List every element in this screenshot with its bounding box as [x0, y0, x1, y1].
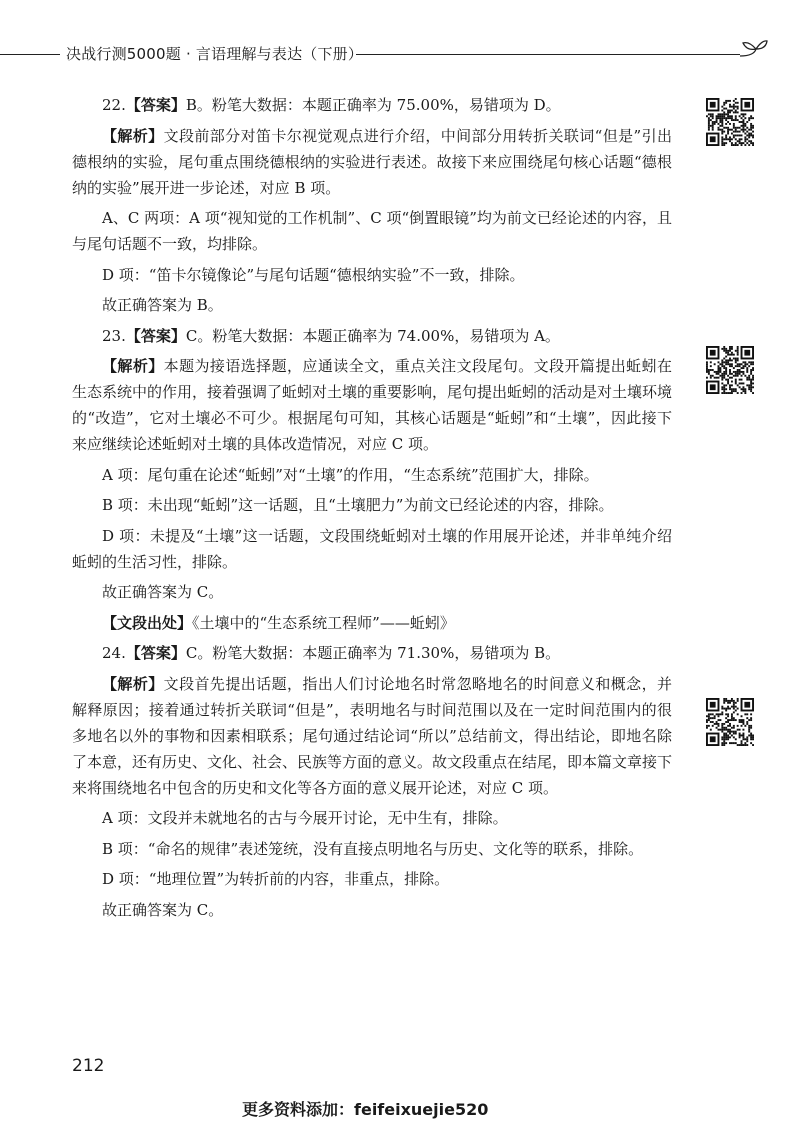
page-number: 212: [72, 1056, 105, 1076]
source-23: 【文段出处】《土壤中的“生态系统工程师”——蚯蚓》: [102, 613, 455, 632]
header-rule-right: [356, 54, 740, 55]
footer-note: 更多资料添加：feifeixuejie520: [242, 1100, 489, 1119]
leaf-sprout-icon: [738, 38, 768, 64]
qr-code-24[interactable]: [706, 698, 754, 746]
analysis-24: 【解析】文段首先提出话题，指出人们讨论地名时常忽略地名的时间意义和概念，并解释原因；接着通过转折关联词“但是”，表明地名与时间范围以及在一定时间范围内的很多地名以外的事物和因素相联系；尾句通过结论词“所以”总结前文，得出结论，即地名除了本意，还有历史、文化、社会、民族等方面的意义。故文段重点在结尾，即本篇文章接下来将围绕地名中包含的历史和文化等各方面的意义展开论述，对应 C 项。: [72, 674, 673, 797]
option-a-23: A 项：尾句重在论述“蚯蚓”对“土壤”的作用，“生态系统”范围扩大，排除。: [102, 465, 599, 484]
answer-24: 24.【答案】C。粉笔大数据：本题正确率为 71.30%，易错项为 B。: [102, 644, 561, 662]
option-d-24: D 项：“地理位置”为转折前的内容，非重点，排除。: [102, 870, 450, 888]
conclusion-22: 故正确答案为 B。: [102, 296, 223, 314]
header-rule-left: [0, 54, 60, 55]
option-a-24: A 项：文段并未就地名的古与今展开讨论，无中生有，排除。: [102, 809, 508, 827]
analysis-23: 【解析】本题为接语选择题，应通读全文，重点关注文段尾句。文段开篇提出蚯蚓在生态系统中的作用，接着强调了蚯蚓对土壤的重要影响，尾句提出蚯蚓的活动是对土壤环境的“改造”，它对土壤必不可少。根据尾句可知，其核心话题是“蚯蚓”和“土壤”，因此接下来应继续论述蚯蚓对土壤的具体改造情况，对应 C 项。: [72, 357, 673, 453]
option-ac-22: A、C 两项：A 项“视知觉的工作机制”、C 项“倒置眼镜”均为前文已经论述的内容，且与尾句话题不一致，均排除。: [72, 209, 672, 253]
qr-code-22[interactable]: [706, 98, 754, 146]
conclusion-24: 故正确答案为 C。: [102, 900, 224, 919]
option-b-23: B 项：未出现“蚯蚓”这一话题，且“土壤肥力”为前文已经论述的内容，排除。: [102, 496, 614, 514]
option-d-22: D 项：“笛卡尔镜像论”与尾句话题“德根纳实验”不一致，排除。: [102, 265, 525, 284]
analysis-22: 【解析】文段前部分对笛卡尔视觉观点进行介绍，中间部分用转折关联词“但是”引出德根纳的实验，尾句重点围绕德根纳的实验进行表述。故接下来应围绕尾句核心话题“德根纳的实验”展开进一步论述，对应 B 项。: [72, 126, 672, 197]
option-b-24: B 项：“命名的规律”表述笼统，没有直接点明地名与历史、文化等的联系，排除。: [102, 839, 644, 858]
answer-22: 22.【答案】B。粉笔大数据：本题正确率为 75.00%，易错项为 D。: [102, 96, 561, 114]
running-header: [0, 38, 800, 68]
option-d-23: D 项：未提及“土壤”这一话题，文段围绕蚯蚓对土壤的作用展开论述，并非单纯介绍蚯蚓的生活习性，排除。: [72, 526, 672, 571]
conclusion-23: 故正确答案为 C。: [102, 583, 224, 601]
answer-explanations: [72, 92, 672, 927]
answer-23: 23.【答案】C。粉笔大数据：本题正确率为 74.00%，易错项为 A。: [102, 326, 560, 345]
book-title: 决战行测5000题 · 言语理解与表达（下册）: [66, 45, 364, 63]
qr-code-23[interactable]: [706, 346, 754, 394]
